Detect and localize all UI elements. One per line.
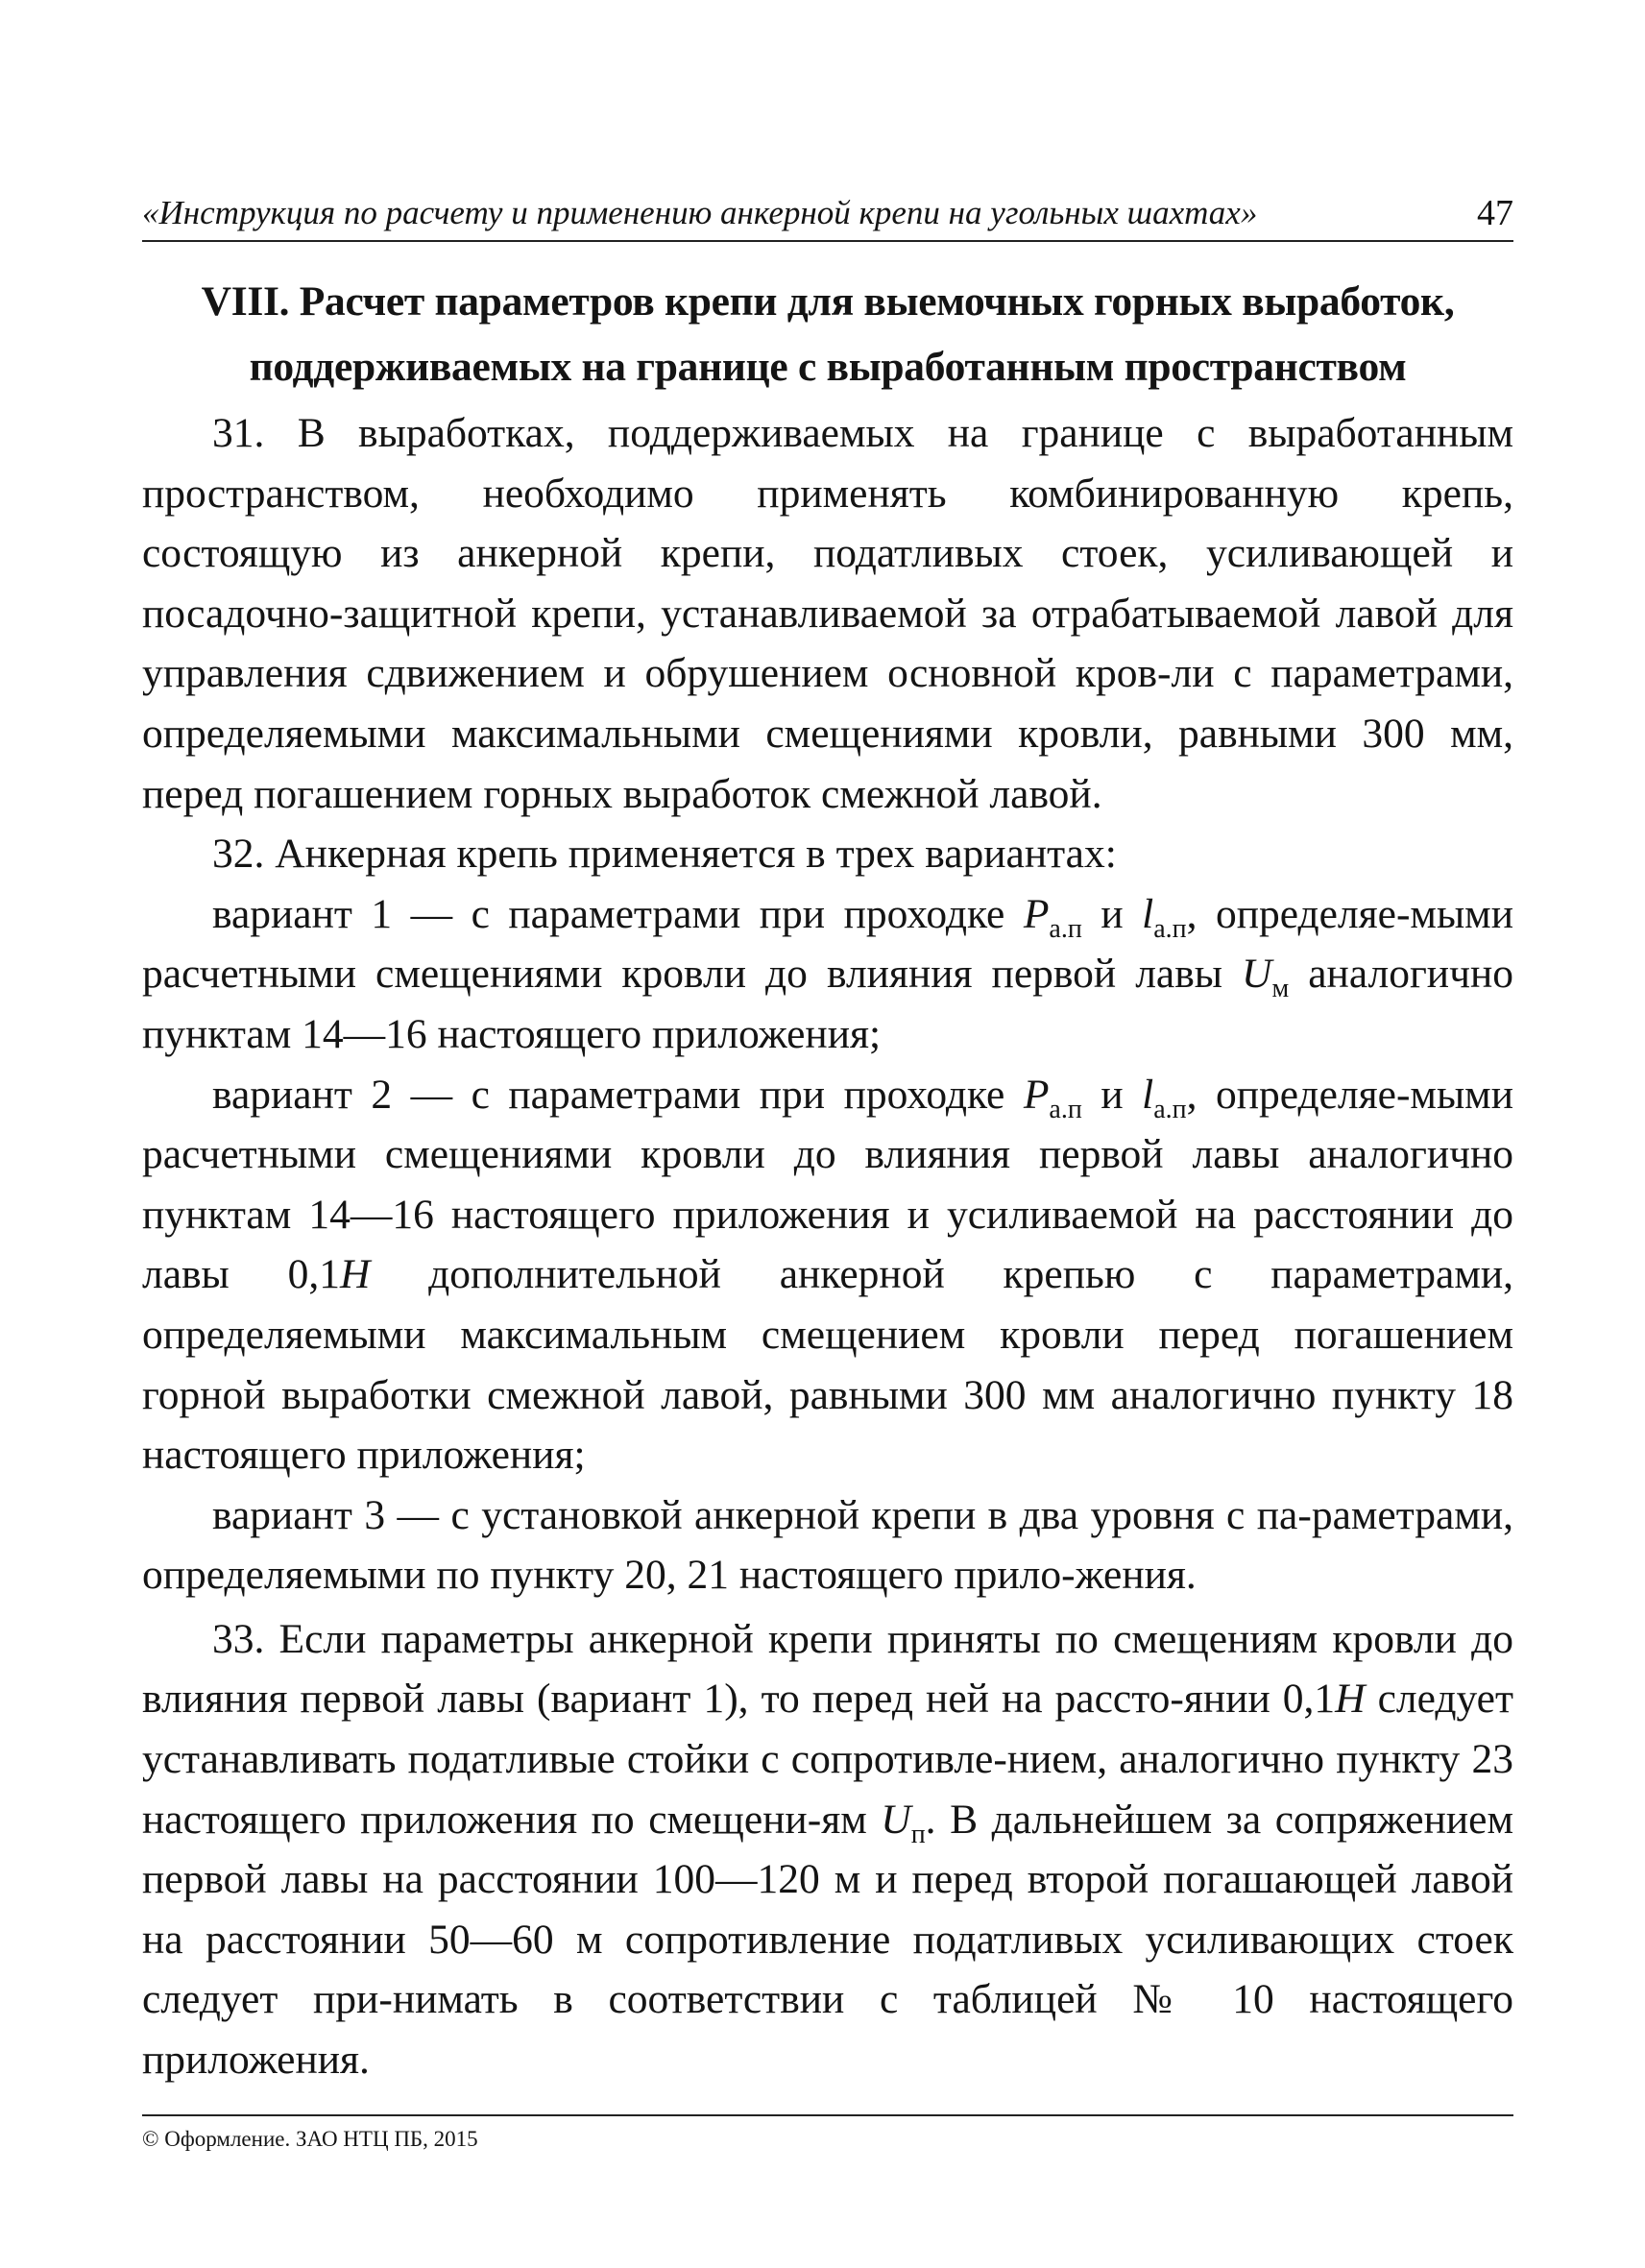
symbol-p-sub: а.п: [1049, 913, 1082, 944]
symbol-u-sub: м: [1271, 974, 1290, 1004]
paragraph-31: 31. В выработках, поддерживаемых на границе с выработанным пространством, необходимо применять комбинированную крепь, состоящую из анкерной крепи, податливых стоек, усиливающей и посадочно-защитной крепи, устанавливаемой за отрабатываемой лавой для управления сдвижением и обрушением основной кров-ли с параметрами, определяемыми максимальными смещениями кровли, равными 300 мм, перед погашением горных выработок смежной лавой.: [142, 410, 1513, 817]
footer-divider: [142, 2114, 1513, 2116]
symbol-l: l: [1142, 1071, 1154, 1118]
symbol-p-sub: а.п: [1049, 1094, 1082, 1124]
symbol-p: P: [1023, 890, 1050, 937]
variant-2: [142, 1065, 1513, 1485]
variant-2-text-3: , определяе-мыми расчетными смещениями кровли до влияния первой лавы аналогично пунктам 14—16 настоящего приложения и усиливаемой на расстоянии до лавы 0,1: [142, 1071, 1513, 1298]
variant-1-text-3: , определяе-мыми расчетными смещениями кровли до влияния первой лавы: [142, 890, 1513, 998]
symbol-p: P: [1023, 1071, 1050, 1118]
variant-1: [142, 884, 1513, 1065]
symbol-u-sub: п: [910, 1819, 926, 1849]
variant-2-text-4: дополнительной анкерной крепью с параметрами, определяемыми максимальным смещением кровли перед погашением горной выработки смежной лавой, равными 300 мм аналогично пункту 18 настоящего приложения;: [142, 1251, 1513, 1479]
symbol-h: H: [339, 1251, 371, 1298]
symbol-h: H: [1335, 1676, 1366, 1723]
running-header-title: «Инструкция по расчету и применению анкерной крепи на угольных шахтах»: [142, 194, 1258, 231]
paragraph-32: 32. Анкерная крепь применяется в трех вариантах:: [212, 831, 1117, 878]
running-header: [142, 186, 1513, 242]
variant-1-text-2: и: [1081, 890, 1143, 937]
variant-1-text-1: вариант 1 — с параметрами при проходке: [212, 890, 1024, 937]
paragraph-33-text-2: следует устанавливать податливые стойки с сопротивле-нием, аналогично пункту 23 настоящего приложения по смещени-ям: [142, 1676, 1514, 1843]
page-number: 47: [1477, 193, 1513, 233]
variant-2-text-2: и: [1081, 1071, 1143, 1118]
symbol-u: U: [881, 1796, 911, 1843]
symbol-l: l: [1142, 890, 1154, 937]
symbol-l-sub: а.п: [1153, 913, 1187, 944]
paragraph-33-text-3: . В дальнейшем за сопряжением первой лавы на расстоянии 100—120 м и перед второй погашающей лавой на расстоянии 50—60 м сопротивление податливых усиливающих стоек следует при-нимать в соответствии с таблицей № 10 настоящего приложения.: [142, 1796, 1513, 2084]
variant-1-text-4: аналогично пунктам 14—16 настоящего приложения;: [142, 951, 1513, 1057]
paragraph-33: [142, 1609, 1513, 2090]
variant-3: вариант 3 — с установкой анкерной крепи в два уровня с па-раметрами, определяемыми по пункту 20, 21 настоящего прило-жения.: [142, 1491, 1513, 1599]
variant-2-text-1: вариант 2 — с параметрами при проходке: [212, 1071, 1024, 1118]
section-title-line-1: VIII. Расчет параметров крепи для выемочных горных выработок,: [201, 278, 1455, 325]
section-title-line-2: поддерживаемых на границе с выработанным пространством: [249, 344, 1407, 390]
paragraph-33-text-1: 33. Если параметры анкерной крепи приняты по смещениям кровли до влияния первой лавы (вариант 1), то перед ней на рассто-янии 0,1: [142, 1615, 1513, 1723]
section-title: [142, 269, 1513, 399]
document-body: [142, 403, 1513, 2090]
symbol-u: U: [1242, 951, 1272, 998]
symbol-l-sub: а.п: [1153, 1094, 1187, 1124]
footer-copyright: © Оформление. ЗАО НТЦ ПБ, 2015: [142, 2127, 478, 2151]
